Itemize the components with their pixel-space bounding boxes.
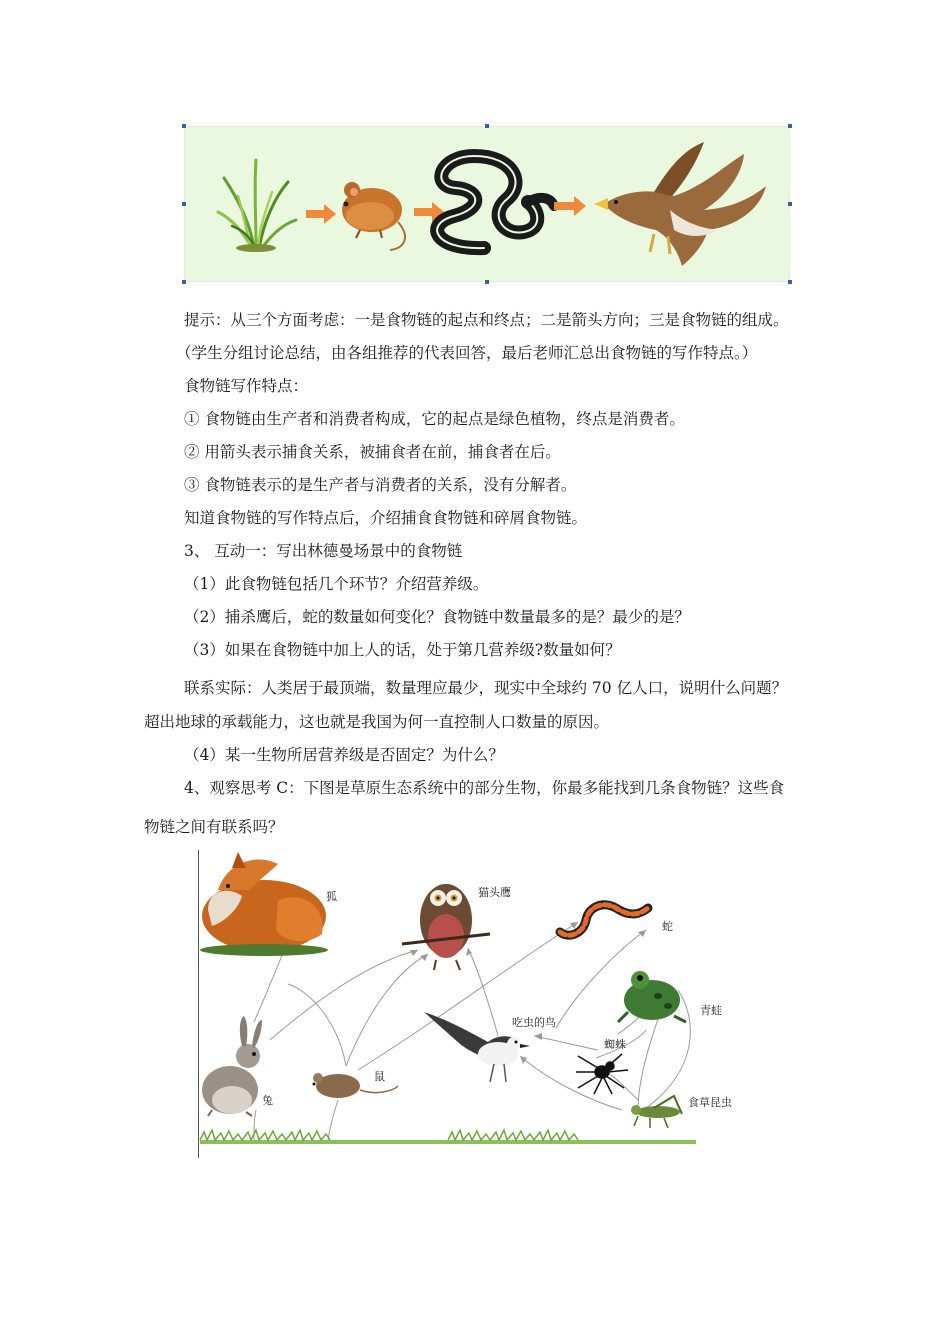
discussion-note: （学生分组讨论总结，由各组推荐的代表回答，最后老师汇总出食物链的写作特点。）	[176, 344, 758, 362]
paragraph: 知道食物链的写作特点后，介绍捕食食物链和碎屑食物链。	[184, 509, 588, 527]
question-item: （3）如果在食物链中加上人的话，处于第几营养级?数量如何？	[184, 641, 621, 659]
spider-icon	[576, 1054, 628, 1094]
label-rabbit: 兔	[262, 1094, 273, 1107]
paragraph: 超出地球的承载能力，这也就是我国为何一直控制人口数量的原因。	[144, 713, 610, 731]
food-chain-image	[184, 126, 790, 282]
hawk-icon	[594, 142, 766, 266]
label-spider: 蜘蛛	[604, 1038, 626, 1051]
ground	[200, 1130, 696, 1144]
fox-icon	[200, 852, 328, 956]
label-mouse: 鼠	[374, 1070, 385, 1083]
snake-icon	[437, 156, 554, 248]
question-item: （2）捕杀鹰后，蛇的数量如何变化？食物链中数量最多的是？最少的是？	[184, 608, 690, 626]
section-heading: 3、 互动一：写出林德曼场景中的食物链	[184, 542, 463, 560]
question-item: （1）此食物链包括几个环节？介绍营养级。	[184, 575, 489, 593]
owl-icon	[402, 884, 490, 970]
label-owl: 猫头鹰	[478, 886, 511, 899]
question-item: （4）某一生物所居营养级是否固定？为什么？	[184, 746, 504, 764]
arrow-icon	[554, 196, 586, 216]
list-item: ② 用箭头表示捕食关系，被捕食者在前，捕食者在后。	[184, 443, 561, 461]
label-frog: 青蛙	[700, 1004, 722, 1017]
snake-icon	[560, 905, 648, 935]
frog-icon	[618, 971, 686, 1022]
list-item: ① 食物链由生产者和消费者构成，它的起点是绿色植物，终点是消费者。	[184, 410, 685, 428]
list-item: ③ 食物链表示的是生产者与消费者的关系，没有分解者。	[184, 476, 577, 494]
arrow-icon	[306, 204, 336, 224]
section-heading: 食物链写作特点：	[184, 377, 309, 395]
label-fox: 狐	[326, 890, 337, 903]
hint-text: 提示：从三个方面考虑：一是食物链的起点和终点；二是箭头方向；三是食物链的组成。	[184, 311, 789, 329]
label-bird: 吃虫的鸟	[512, 1016, 556, 1029]
food-web-arrows	[254, 922, 690, 1140]
grass-icon	[218, 160, 296, 252]
section-heading: 4、观察思考 C：下图是草原生态系统中的部分生物，你最多能找到几条食物链？这些食	[184, 779, 785, 797]
mouse-icon	[342, 182, 405, 250]
rabbit-icon	[202, 1016, 262, 1116]
label-snake: 蛇	[662, 920, 673, 933]
paragraph: 联系实际：人类居于最顶端，数量理应最少，现实中全球约 70 亿人口，说明什么问题？	[184, 679, 788, 697]
paragraph: 物链之间有联系吗？	[144, 818, 284, 836]
grassland-ecosystem-image	[198, 850, 732, 1158]
mouse-icon	[313, 1073, 399, 1098]
label-insect: 食草昆虫	[688, 1096, 732, 1109]
